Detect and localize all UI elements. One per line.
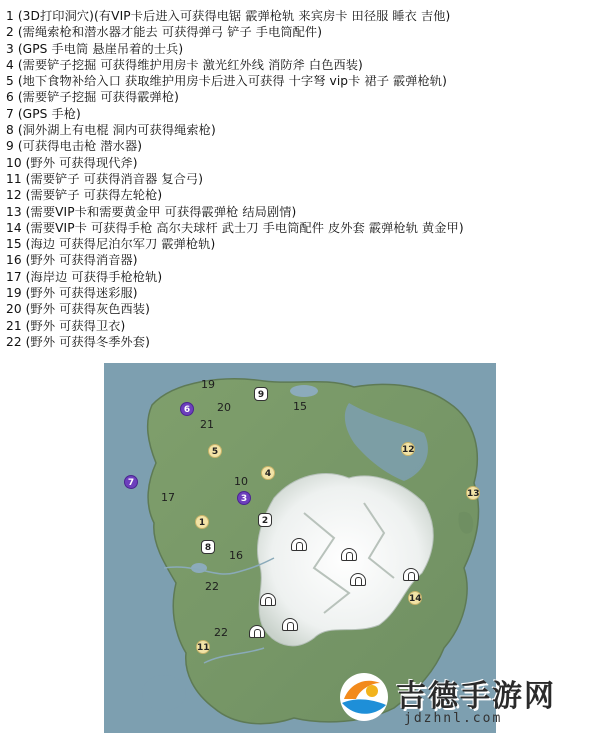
legend-item: 7 (GPS 手枪): [6, 106, 81, 121]
map-label-20: 20: [217, 401, 231, 414]
map-marker-7: 7: [124, 475, 138, 489]
map-marker-8: 8: [201, 540, 215, 554]
legend-item: 17 (海岸边 可获得手枪枪轨): [6, 269, 163, 284]
map-marker-3: 3: [237, 491, 251, 505]
cave-entrance-icon: [350, 573, 366, 586]
map-label-22: 22: [214, 626, 228, 639]
cave-entrance-icon: [403, 568, 419, 581]
cave-entrance-icon: [249, 625, 265, 638]
site-logo: [336, 669, 392, 725]
legend-item: 19 (野外 可获得迷彩服): [6, 286, 138, 301]
map-marker-5: 5: [208, 444, 222, 458]
map-marker-6: 6: [180, 402, 194, 416]
map-label-15: 15: [293, 400, 307, 413]
map-marker-11: 11: [196, 640, 210, 654]
site-url: jdzhnl.com: [404, 711, 503, 726]
cave-entrance-icon: [341, 548, 357, 561]
cave-entrance-icon: [282, 618, 298, 631]
map-label-19: 19: [201, 378, 215, 391]
cave-entrance-icon: [260, 593, 276, 606]
legend-item: 21 (野外 可获得卫衣): [6, 318, 126, 333]
map-label-21: 21: [200, 418, 214, 431]
legend-item: 22 (野外 可获得冬季外套): [6, 334, 150, 349]
map-marker-4: 4: [261, 466, 275, 480]
legend-item: 5 (地下食物补给入口 获取维护用房卡后进入可获得 十字弩 vip卡 裙子 霰弹枪轨): [6, 74, 447, 89]
legend-item: 16 (野外 可获得消音器): [6, 253, 138, 268]
legend-item: 4 (需要铲子挖掘 可获得维护用房卡 激光红外线 消防斧 白色西装): [6, 57, 363, 72]
legend-item: 11 (需要铲子 可获得消音器 复合弓): [6, 171, 204, 186]
map-marker-12: 12: [401, 442, 415, 456]
legend-item: 20 (野外 可获得灰色西装): [6, 302, 150, 317]
map-marker-9: 9: [254, 387, 268, 401]
map-marker-13: 13: [466, 486, 480, 500]
map-marker-14: 14: [408, 591, 422, 605]
site-watermark: [330, 665, 600, 734]
legend-item: 2 (需绳索枪和潜水器才能去 可获得弹弓 铲子 手电筒配件): [6, 25, 323, 40]
map-marker-1: 1: [195, 515, 209, 529]
legend-item: 3 (GPS 手电筒 悬崖吊着的士兵): [6, 41, 184, 56]
map-label-10: 10: [234, 475, 248, 488]
map-label-17: 17: [161, 491, 175, 504]
site-name: 吉德手游网: [396, 679, 556, 714]
map-label-22: 22: [205, 580, 219, 593]
legend-item: 13 (需要VIP卡和需要黄金甲 可获得霰弹枪 结局剧情): [6, 204, 297, 219]
map-label-16: 16: [229, 549, 243, 562]
legend-list: [6, 8, 596, 350]
cave-entrance-icon: [291, 538, 307, 551]
map-marker-2: 2: [258, 513, 272, 527]
legend-item: 9 (可获得电击枪 潜水器): [6, 139, 143, 154]
legend-item: 6 (需要铲子挖掘 可获得霰弹枪): [6, 90, 179, 105]
legend-item: 15 (海边 可获得尼泊尔军刀 霰弹枪轨): [6, 237, 216, 252]
legend-item: 12 (需要铲子 可获得左轮枪): [6, 188, 163, 203]
legend-item: 14 (需要VIP卡 可获得手枪 高尔夫球杆 武士刀 手电筒配件 皮外套 霰弹枪轨 黄金甲): [6, 220, 464, 235]
legend-item: 8 (洞外湖上有电棍 洞内可获得绳索枪): [6, 123, 216, 138]
legend-item: 1 (3D打印洞穴)(有VIP卡后进入可获得电锯 霰弹枪轨 来宾房卡 田径服 睡衣 吉他): [6, 9, 451, 23]
legend-item: 10 (野外 可获得现代斧): [6, 155, 138, 170]
